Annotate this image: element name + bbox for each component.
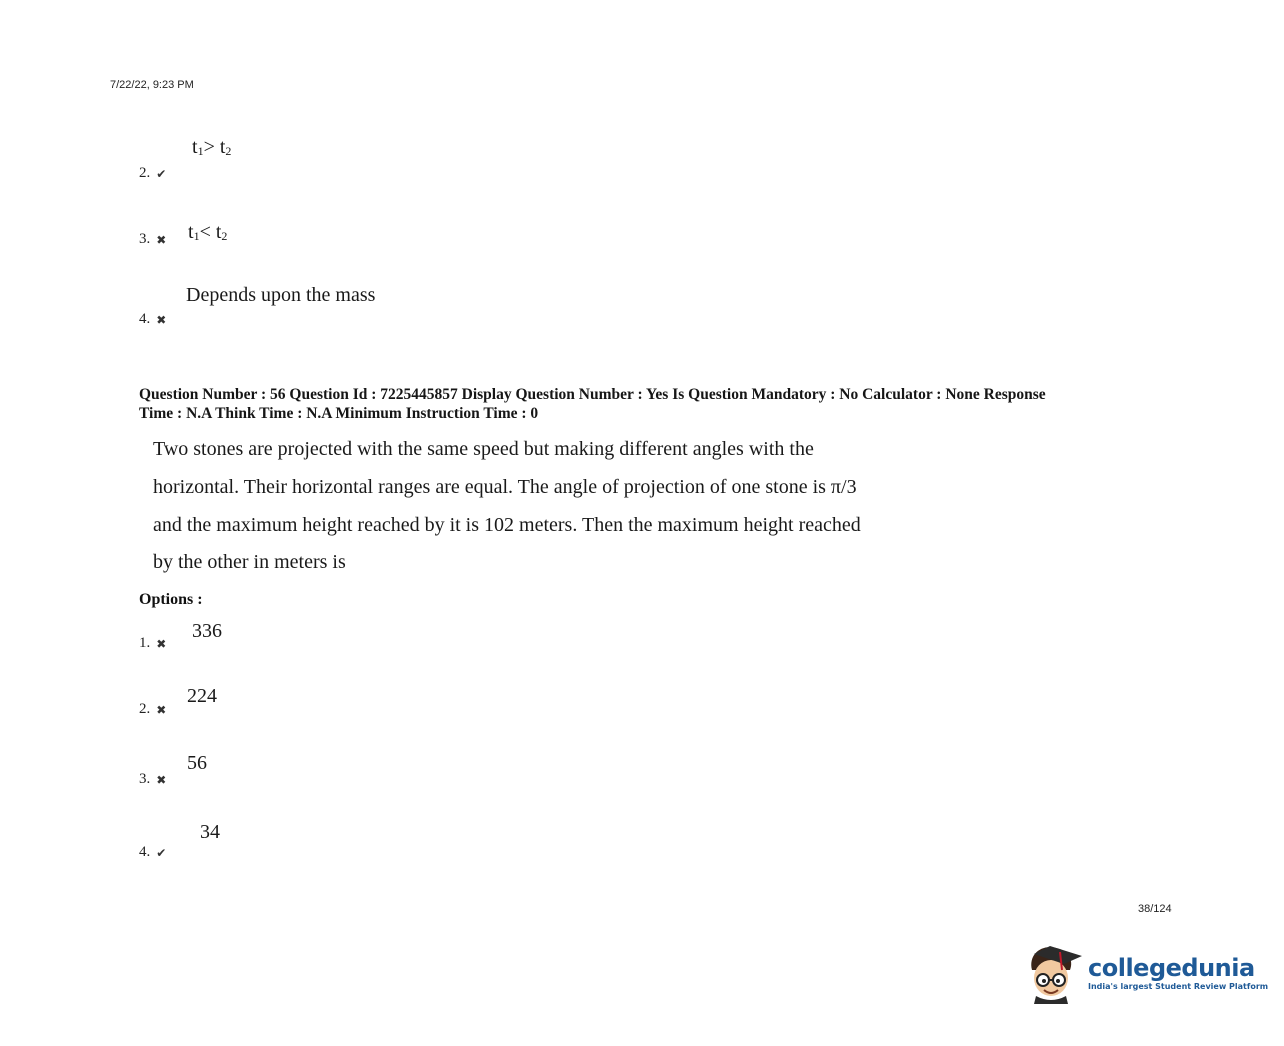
prev-option-3-number: 3. ✖ — [139, 231, 167, 247]
logo-tagline: India's largest Student Review Platform — [1088, 981, 1269, 991]
option-2-text: 224 — [187, 685, 217, 707]
question-text-line-1: Two stones are projected with the same speed but making different angles with the — [153, 438, 814, 460]
options-label: Options : — [139, 591, 203, 608]
question-text-line-4: by the other in meters is — [153, 551, 346, 573]
cross-icon: ✖ — [156, 312, 167, 327]
collegedunia-logo — [1024, 940, 1268, 1004]
option-1-number: 1. ✖ — [139, 635, 167, 651]
prev-option-4-number: 4. ✖ — [139, 311, 167, 327]
prev-option-2-number: 2. ✔ — [139, 165, 167, 181]
logo-name: collegedunia — [1088, 953, 1255, 982]
cross-icon: ✖ — [156, 232, 167, 247]
question-meta-line-1: Question Number : 56 Question Id : 7225445857 Display Question Number : Yes Is Question Mandatory : No Calculator : None Response — [139, 386, 1046, 403]
print-timestamp: 7/22/22, 9:23 PM — [110, 79, 194, 91]
option-2-number: 2. ✖ — [139, 701, 167, 717]
question-meta-line-2: Time : N.A Think Time : N.A Minimum Instruction Time : 0 — [139, 405, 539, 422]
cross-icon: ✖ — [156, 772, 167, 787]
student-mascot-icon — [1024, 940, 1082, 1004]
prev-option-4-text: Depends upon the mass — [186, 284, 376, 306]
option-4-text: 34 — [200, 821, 220, 843]
checkmark-icon: ✔ — [156, 845, 167, 860]
question-text-line-3: and the maximum height reached by it is 102 meters. Then the maximum height reached — [153, 514, 861, 536]
logo-text-block — [1088, 954, 1268, 991]
prev-option-2-text: t1> t2 — [192, 136, 232, 158]
cross-icon: ✖ — [156, 636, 167, 651]
option-3-number: 3. ✖ — [139, 771, 167, 787]
question-metadata — [139, 385, 1179, 423]
prev-option-3-text: t1< t2 — [188, 221, 228, 243]
question-text-line-2: horizontal. Their horizontal ranges are equal. The angle of projection of one stone is π/3 — [153, 476, 857, 498]
checkmark-icon: ✔ — [156, 166, 167, 181]
option-1-text: 336 — [192, 620, 222, 642]
option-4-number: 4. ✔ — [139, 844, 167, 860]
option-3-text: 56 — [187, 752, 207, 774]
cross-icon: ✖ — [156, 702, 167, 717]
page-number: 38/124 — [1138, 903, 1172, 915]
